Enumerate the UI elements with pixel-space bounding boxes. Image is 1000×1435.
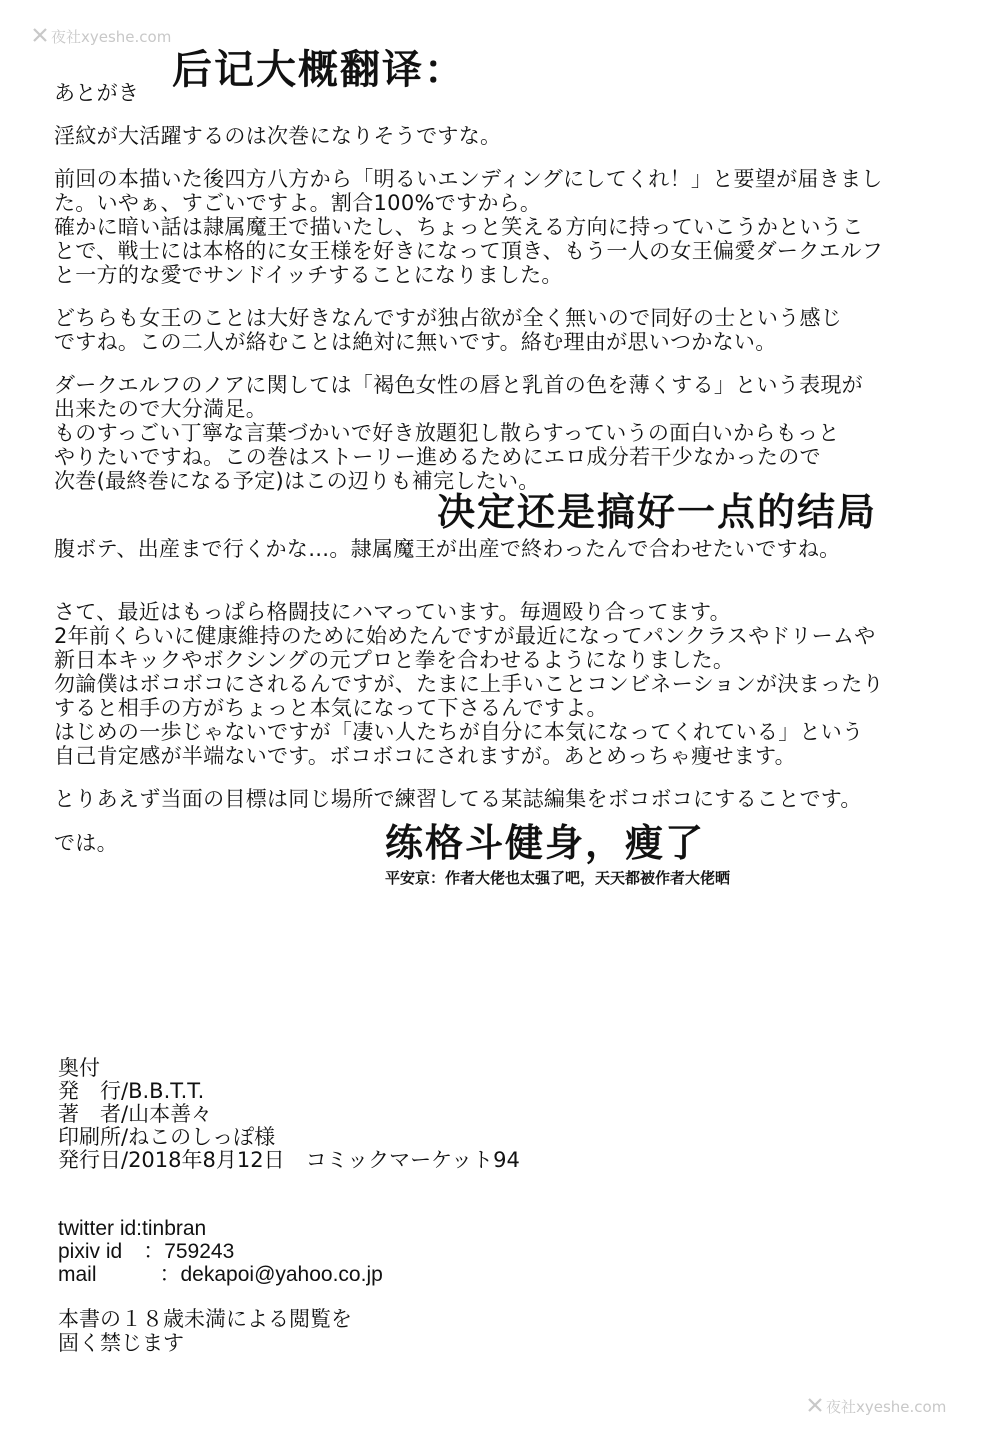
- afterword-line: 勿論僕はボコボコにされるんですが、たまに上手いことコンビネーションが決まったり: [54, 672, 884, 696]
- x-logo-icon: [32, 27, 48, 43]
- afterword-line: た。いやぁ、すごいですよ。割合100%ですから。: [54, 191, 542, 215]
- colophon-line: 著 者/山本善々: [58, 1102, 213, 1126]
- afterword-line: 2年前くらいに健康維持のために始めたんですが最近になってパンクラスやドリームや: [54, 624, 876, 648]
- afterword-line: では。: [54, 831, 118, 855]
- afterword-line: 新日本キックやボクシングの元プロと拳を合わせるようになりました。: [54, 648, 735, 672]
- afterword-line: 次巻(最終巻になる予定)はこの辺りも補完したい。: [54, 469, 540, 493]
- afterword-line: と一方的な愛でサンドイッチすることになりました。: [54, 263, 563, 287]
- afterword-line: ものすっごい丁寧な言葉づかいで好き放題犯し散らすっていうの面白いからもっと: [54, 421, 840, 445]
- contact-line: pixiv id ：759243: [58, 1240, 235, 1263]
- afterword-line: とりあえず当面の目標は同じ場所で練習してる某誌編集をボコボコにすることです。: [54, 787, 862, 811]
- afterword-line: ですね。この二人が絡むことは絶対に無いです。絡む理由が思いつかない。: [54, 330, 777, 354]
- colophon-line: 発行日/2018年8月12日 コミックマーケット94: [58, 1148, 520, 1172]
- colophon-line: 発 行/B.B.T.T.: [58, 1079, 205, 1103]
- translation-note: 练格斗健身，瘦了: [385, 821, 706, 865]
- translation-note: 平安京：作者大佬也太强了吧，天天都被作者大佬晒: [385, 869, 731, 887]
- age-notice: 本書の１８歳未満による閲覧を: [58, 1307, 352, 1331]
- watermark-bottom: 夜社xyeshe.com: [826, 1398, 947, 1416]
- contact-line: twitter id:tinbran: [58, 1217, 207, 1240]
- afterword-line: さて、最近はもっぱら格闘技にハマっています。毎週殴り合ってます。: [54, 600, 731, 624]
- contact-line: mail ：dekapoi@yahoo.co.jp: [58, 1263, 383, 1286]
- translation-note: 决定还是搞好一点的结局: [437, 490, 878, 534]
- translation-title: 后记大概翻译：: [172, 47, 466, 93]
- afterword-line: 淫紋が大活躍するのは次巻になりそうですな。: [54, 124, 502, 148]
- x-logo-icon: [807, 1397, 823, 1413]
- age-notice: 固く禁じます: [58, 1331, 184, 1355]
- afterword-line: 前回の本描いた後四方八方から「明るいエンディングにしてくれ！」と要望が届きまし: [54, 167, 883, 191]
- afterword-line: すると相手の方がちょっと本気になって下さるんですよ。: [54, 696, 608, 720]
- afterword-line: やりたいですね。この巻はストーリー進めるためにエロ成分若干少なかったので: [54, 445, 821, 469]
- afterword-line: 確かに暗い話は隷属魔王で描いたし、ちょっと笑える方向に持っていこうかというこ: [54, 215, 864, 239]
- afterword-line: 出来たので大分満足。: [54, 397, 267, 421]
- colophon-line: 印刷所/ねこのしっぽ様: [58, 1125, 276, 1149]
- afterword-line: 腹ボテ、出産まで行くかな…。隷属魔王が出産で終わったんで合わせたいですね。: [54, 537, 841, 561]
- afterword-line: はじめの一歩じゃないですが「凄い人たちが自分に本気になってくれている」という: [54, 720, 864, 744]
- afterword-heading: あとがき: [54, 81, 140, 105]
- afterword-line: ダークエルフのノアに関しては「褐色女性の唇と乳首の色を薄くする」という表現が: [54, 373, 863, 397]
- afterword-line: とで、戦士には本格的に女王様を好きになって頂き、もう一人の女王偏愛ダークエルフ: [54, 239, 884, 263]
- watermark-top: 夜社xyeshe.com: [51, 28, 172, 46]
- afterword-line: 自己肯定感が半端ないです。ボコボコにされますが。あとめっちゃ痩せます。: [54, 744, 796, 768]
- afterword-line: どちらも女王のことは大好きなんですが独占欲が全く無いので同好の士という感じ: [54, 306, 843, 330]
- colophon-heading: 奥付: [58, 1056, 100, 1080]
